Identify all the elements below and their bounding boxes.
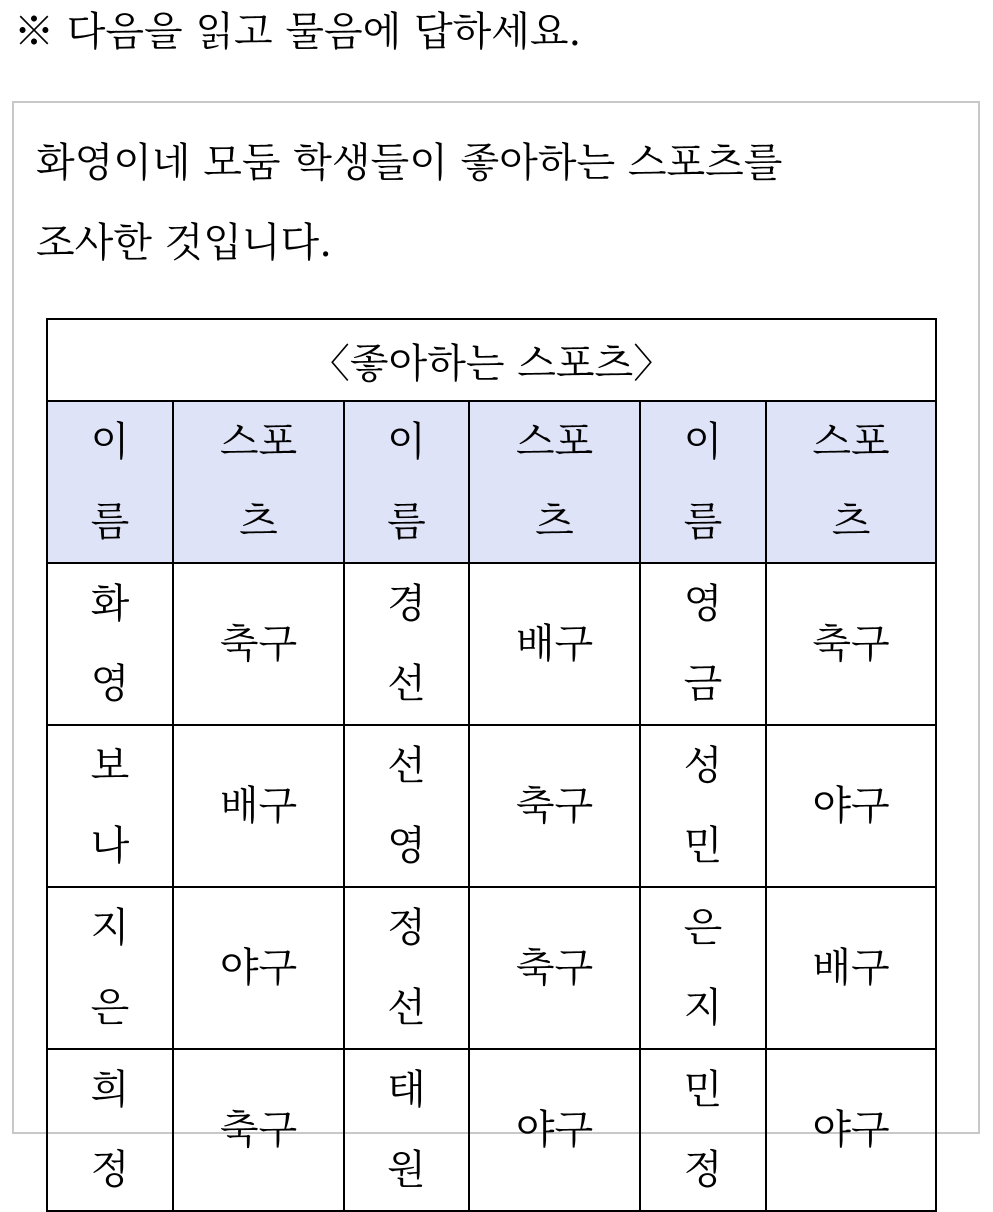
sport-cell: 야구 — [469, 1049, 640, 1211]
student-name: 태원 — [387, 1067, 426, 1193]
name-cell — [344, 887, 469, 1049]
student-name: 정선 — [387, 905, 426, 1031]
sport-cell: 축구 — [173, 1049, 344, 1211]
student-name: 성민 — [683, 743, 723, 869]
sport-cell: 축구 — [766, 563, 936, 725]
header-name-2 — [344, 401, 469, 563]
header-label: 이름 — [683, 419, 723, 545]
header-label: 스포츠 — [812, 419, 890, 545]
header-name-1 — [47, 401, 173, 563]
header-label: 스포츠 — [219, 419, 298, 545]
sport-cell: 축구 — [469, 887, 640, 1049]
sport-cell: 배구 — [766, 887, 936, 1049]
student-name: 경선 — [387, 581, 426, 707]
table-title-row — [47, 319, 936, 401]
name-cell — [47, 1049, 173, 1211]
table-row — [47, 725, 936, 887]
header-name-3 — [640, 401, 766, 563]
passage-line-1: 화영이네 모둠 학생들이 좋아하는 스포츠를 — [36, 140, 783, 186]
header-label: 스포츠 — [515, 419, 594, 545]
header-label: 이름 — [90, 419, 130, 545]
name-cell — [47, 887, 173, 1049]
header-sport-1 — [173, 401, 344, 563]
header-label: 이름 — [387, 419, 426, 545]
sport-cell: 축구 — [173, 563, 344, 725]
student-name: 선영 — [387, 743, 426, 869]
sport-cell: 야구 — [766, 1049, 936, 1211]
student-name: 민정 — [683, 1067, 723, 1193]
passage-box — [12, 101, 980, 1193]
table-row — [47, 887, 936, 1049]
name-cell — [640, 725, 766, 887]
name-cell — [47, 563, 173, 725]
sport-cell: 배구 — [469, 563, 640, 725]
passage-line-2: 조사한 것입니다. — [36, 220, 332, 266]
student-name: 보나 — [90, 743, 130, 869]
sport-cell: 축구 — [469, 725, 640, 887]
sports-table — [46, 318, 937, 1212]
name-cell — [47, 725, 173, 887]
header-sport-3 — [766, 401, 936, 563]
name-cell — [640, 1049, 766, 1211]
name-cell — [344, 563, 469, 725]
student-name: 지은 — [90, 905, 130, 1031]
sport-cell: 야구 — [766, 725, 936, 887]
passage-text — [36, 123, 956, 283]
table-caption: 〈좋아하는 스포츠〉 — [47, 319, 936, 401]
student-name: 영금 — [683, 581, 723, 707]
header-sport-2 — [469, 401, 640, 563]
name-cell — [640, 563, 766, 725]
table-row — [47, 1049, 936, 1211]
name-cell — [640, 887, 766, 1049]
name-cell — [344, 1049, 469, 1211]
student-name: 화영 — [90, 581, 130, 707]
sport-cell: 야구 — [173, 887, 344, 1049]
student-name: 은지 — [683, 905, 723, 1031]
table-row — [47, 563, 936, 725]
student-name: 희정 — [90, 1067, 130, 1193]
table-header-row — [47, 401, 936, 563]
sport-cell: 배구 — [173, 725, 344, 887]
instruction-text: ※ 다음을 읽고 물음에 답하세요. — [14, 9, 582, 55]
name-cell — [344, 725, 469, 887]
